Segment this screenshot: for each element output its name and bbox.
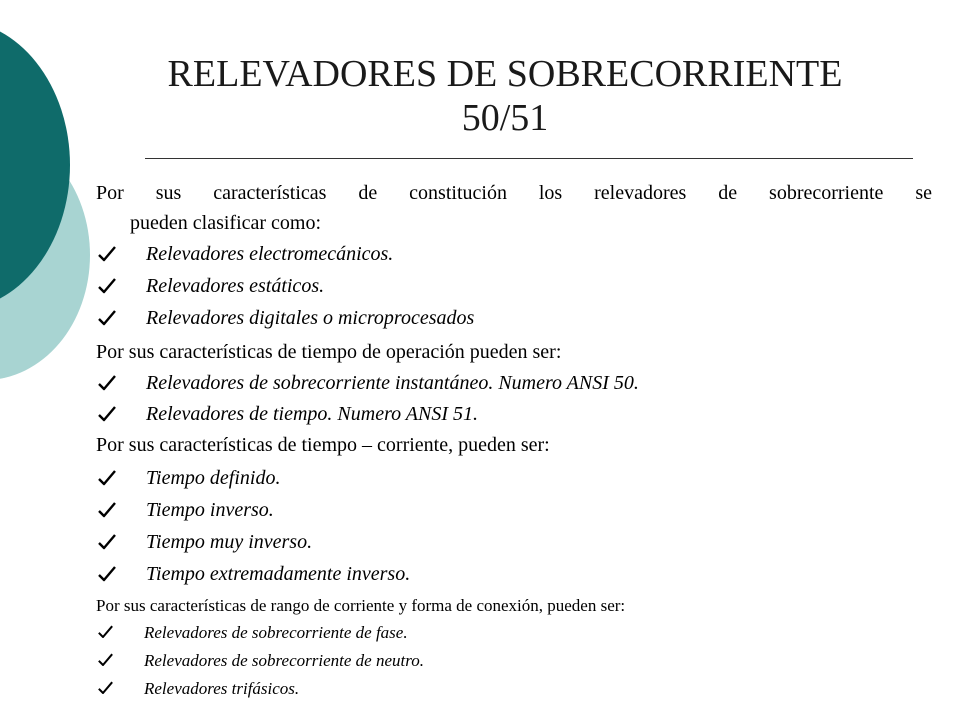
checkmark-icon: [98, 278, 116, 294]
title-line-2: 50/51: [461, 97, 549, 139]
checkmark-icon: [98, 625, 113, 639]
checkmark-icon: [98, 310, 116, 326]
intro-line-2: pueden clasificar como:: [130, 212, 322, 234]
list-item-label: Tiempo inverso.: [146, 499, 274, 521]
list-item-label: Relevadores de sobrecorriente instantáneo. Numero ANSI 50.: [146, 372, 639, 394]
range-connection-heading: Por sus características de rango de corriente y forma de conexión, pueden ser:: [96, 596, 626, 615]
list-item-label: Tiempo extremadamente inverso.: [146, 563, 411, 585]
title-underline: [145, 158, 913, 159]
checkmark-icon: [98, 470, 116, 486]
list-item-label: Relevadores de sobrecorriente de fase.: [144, 623, 408, 642]
list-item-label: Tiempo muy inverso.: [146, 531, 313, 553]
checkmark-icon: [98, 502, 116, 518]
list-item-label: Relevadores estáticos.: [146, 275, 325, 297]
checkmark-icon: [98, 653, 113, 667]
intro-line-1: Por sus características de constitución los relevadores de sobrecorriente se: [96, 182, 932, 204]
checkmark-icon: [98, 246, 116, 262]
list-item-label: Relevadores electromecánicos.: [146, 243, 394, 265]
checkmark-icon: [98, 681, 113, 695]
checkmark-icon: [98, 534, 116, 550]
checkmark-icon: [98, 406, 116, 422]
time-current-heading: Por sus características de tiempo – corriente, pueden ser:: [96, 434, 550, 456]
list-item-label: Relevadores de tiempo. Numero ANSI 51.: [146, 403, 478, 425]
slide-title: [100, 52, 910, 140]
checkmark-icon: [98, 375, 116, 391]
checkmark-icon: [98, 566, 116, 582]
decorative-circles: [0, 0, 100, 400]
operation-time-heading: Por sus características de tiempo de operación pueden ser:: [96, 341, 562, 363]
list-item-label: Tiempo definido.: [146, 467, 281, 489]
list-item-label: Relevadores de sobrecorriente de neutro.: [144, 651, 424, 670]
list-item-label: Relevadores trifásicos.: [144, 679, 300, 698]
title-line-1: RELEVADORES DE SOBRECORRIENTE: [167, 53, 843, 95]
list-item-label: Relevadores digitales o microprocesados: [146, 307, 475, 329]
